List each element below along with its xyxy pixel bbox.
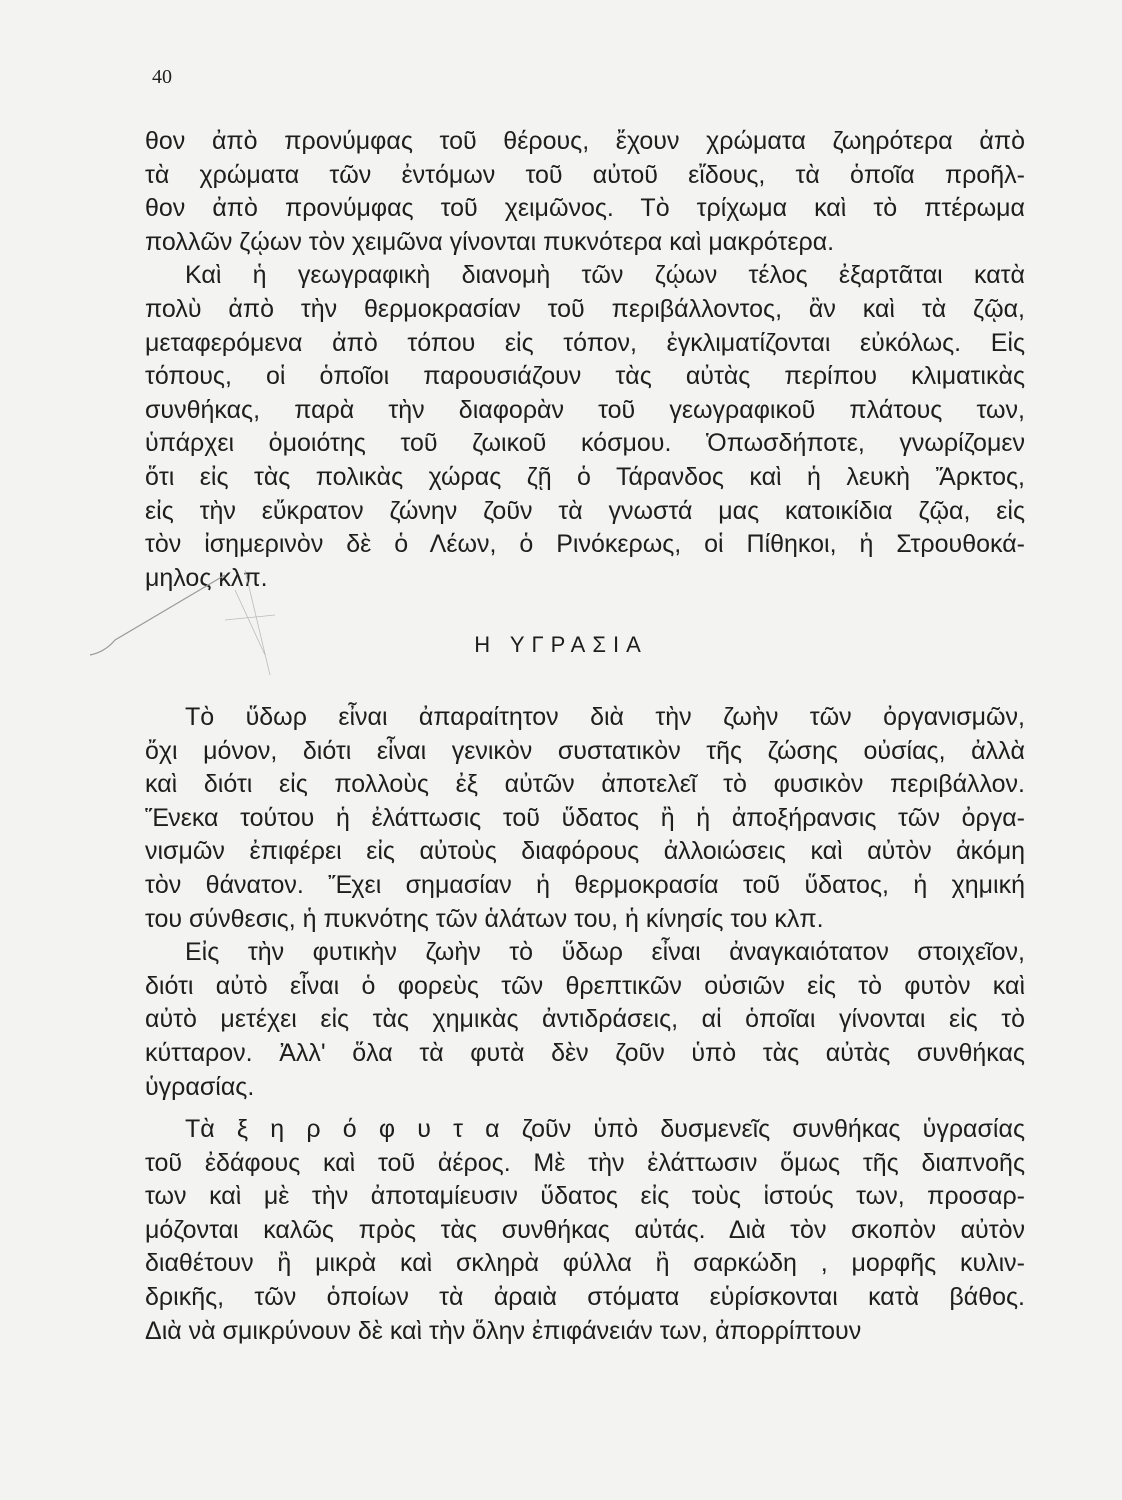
text-line: του σύνθεσις, ἡ πυκνότης τῶν ἁλάτων του, ἡ κίνησίς του κλπ. (145, 904, 824, 933)
text-line: τόπους, οἱ ὁποῖοι παρουσιάζουν τὰς αὐτὰς περίπου κλιματικὰς (145, 362, 1025, 391)
text-block-climate (145, 125, 1025, 595)
paragraph (145, 936, 1025, 1104)
text-line: θον ἀπὸ προνύμφας τοῦ χειμῶνος. Τὸ τρίχωμα καὶ τὸ πτέρωμα (145, 194, 1025, 223)
text-line: νισμῶν ἐπιφέρει εἰς αὐτοὺς διαφόρους ἀλλοιώσεις καὶ αὐτὸν ἀκόμη (145, 837, 1025, 866)
text-line: πολλῶν ζῴων τὸν χειμῶνα γίνονται πυκνότερα καὶ μακρότερα. (145, 227, 835, 256)
pencil-mark-icon (85, 560, 275, 680)
text-line: ὄχι μόνον, διότι εἶναι γενικὸν συστατικὸν τῆς ζώσης οὐσίας, ἀλλὰ (145, 736, 1025, 765)
text-line: τοῦ ἐδάφους καὶ τοῦ ἀέρος. Μὲ τὴν ἐλάττωσιν ὅμως τῆς διαπνοῆς (145, 1148, 1025, 1177)
text-line: μεταφερόμενα ἀπὸ τόπου εἰς τόπον, ἐγκλιματίζονται εὐκόλως. Εἰς (145, 328, 1025, 357)
paragraph (145, 701, 1025, 936)
text-line: ὅτι εἰς τὰς πολικὰς χώρας ζῇ ὁ Τάρανδος καὶ ἡ λευκὴ Ἄρκτος, (145, 462, 1025, 491)
text-line: θον ἀπὸ προνύμφας τοῦ θέρους, ἔχουν χρώματα ζωηρότερα ἀπὸ (145, 127, 1025, 155)
text-line: τὰ χρώματα τῶν ἐντόμων τοῦ αὐτοῦ εἴδους, τὰ ὁποῖα προῆλ- (145, 160, 1025, 189)
paragraph (145, 125, 1025, 259)
text-line: πολὺ ἀπὸ τὴν θερμοκρασίαν τοῦ περιβάλλοντος, ἂν καὶ τὰ ζῷα, (145, 294, 1025, 323)
text-line: καὶ διότι εἰς πολλοὺς ἐξ αὐτῶν ἀποτελεῖ τὸ φυσικὸν περιβάλλον. (145, 770, 1025, 799)
text-line: μηλος κλπ. (145, 563, 268, 592)
text-line: Ἕνεκα τούτου ἡ ἐλάττωσις τοῦ ὕδατος ἢ ἡ ἀποξήρανσις τῶν ὀργα- (145, 803, 1025, 832)
text-line: τὸν ἰσημερινὸν δὲ ὁ Λέων, ὁ Ρινόκερως, οἱ Πίθηκοι, ἡ Στρουθοκά- (145, 530, 1025, 559)
text-line: συνθήκας, παρὰ τὴν διαφορὰν τοῦ γεωγραφικοῦ πλάτους των, (145, 395, 1025, 424)
text-line: τὸν θάνατον. Ἔχει σημασίαν ἡ θερμοκρασία τοῦ ὕδατος, ἡ χημική (145, 870, 1025, 899)
text-line: δρικῆς, τῶν ὁποίων τὰ ἀραιὰ στόματα εὑρίσκονται κατὰ βάθος. (145, 1282, 1025, 1311)
text-line: Τὰ ξ η ρ ό φ υ τ α ζοῦν ὑπὸ δυσμενεῖς συνθήκας ὑγρασίας (185, 1115, 1025, 1143)
text-line: Εἰς τὴν φυτικὴν ζωὴν τὸ ὕδωρ εἶναι ἀναγκαιότατον στοιχεῖον, (185, 938, 1025, 967)
text-line: Διὰ νὰ σμικρύνουν δὲ καὶ τὴν ὅλην ἐπιφάνειάν των, ἀπορρίπτουν (145, 1316, 862, 1345)
text-line: ὑπάρχει ὁμοιότης τοῦ ζωικοῦ κόσμου. Ὁπωσδήποτε, γνωρίζομεν (145, 429, 1025, 458)
text-line: διαθέτουν ἢ μικρὰ καὶ σκληρὰ φύλλα ἢ σαρκώδη , μορφῆς κυλιν- (145, 1249, 1025, 1278)
text-line: διότι αὐτὸ εἶναι ὁ φορεὺς τῶν θρεπτικῶν οὐσιῶν εἰς τὸ φυτὸν καὶ (145, 971, 1025, 1000)
paragraph (145, 1113, 1025, 1348)
text-line: μόζονται καλῶς πρὸς τὰς συνθήκας αὐτάς. Διὰ τὸν σκοπὸν αὐτὸν (145, 1215, 1025, 1244)
text-block-xerophytes (145, 1113, 1025, 1348)
paragraph (145, 259, 1025, 595)
text-line: των καὶ μὲ τὴν ἀποταμίευσιν ὕδατος εἰς τοὺς ἱστούς των, προσαρ- (145, 1182, 1025, 1211)
page-number: 40 (152, 66, 172, 88)
text-line: ὑγρασίας. (145, 1072, 255, 1101)
text-line: Τὸ ὕδωρ εἶναι ἀπαραίτητον διὰ τὴν ζωὴν τῶν ὀργανισμῶν, (185, 703, 1025, 731)
section-heading: Η ΥΓΡΑΣΙΑ (474, 632, 648, 657)
text-line: κύτταρον. Ἀλλ' ὅλα τὰ φυτὰ δὲν ζοῦν ὑπὸ τὰς αὐτὰς συνθήκας (145, 1038, 1025, 1067)
text-line: αὐτὸ μετέχει εἰς τὰς χημικὰς ἀντιδράσεις, αἱ ὁποῖαι γίνονται εἰς τὸ (145, 1005, 1025, 1034)
text-block-humidity (145, 701, 1025, 1104)
text-line: Καὶ ἡ γεωγραφικὴ διανομὴ τῶν ζῴων τέλος ἐξαρτᾶται κατὰ (185, 261, 1025, 290)
text-line: εἰς τὴν εὔκρατον ζώνην ζοῦν τὰ γνωστά μας κατοικίδια ζῷα, εἰς (145, 496, 1025, 525)
